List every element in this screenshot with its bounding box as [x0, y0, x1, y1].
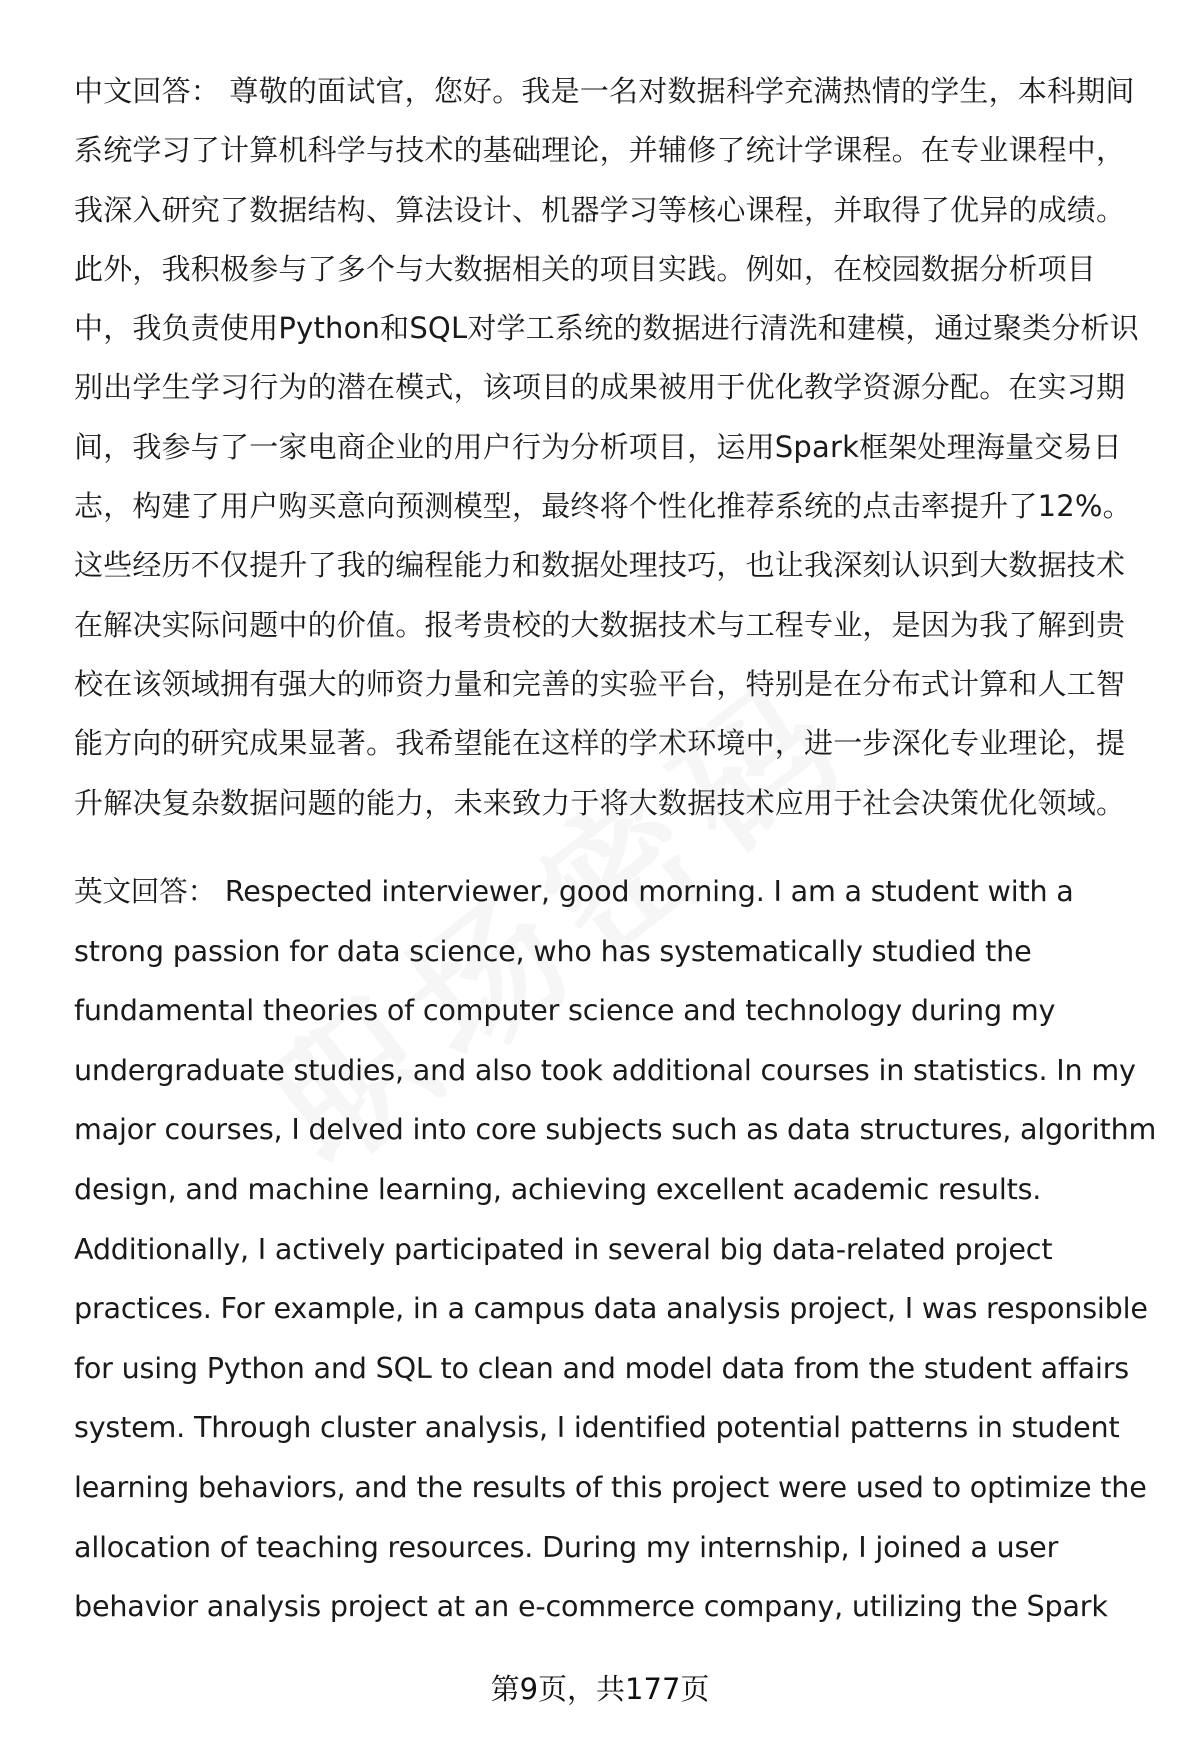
text-line: 校在该领域拥有强大的师资力量和完善的实验平台，特别是在分布式计算和人工智 — [74, 666, 1126, 701]
text-line: for using Python and SQL to clean and model data from the student affairs — [74, 1350, 1129, 1385]
text-line: Additionally, I actively participated in several big data-related project — [74, 1231, 1053, 1266]
page-number-footer: 第9页，共177页 — [490, 1672, 710, 1706]
text-line: 系统学习了计算机科学与技术的基础理论，并辅修了统计学课程。在专业课程中， — [74, 133, 1126, 168]
text-line: learning behaviors, and the results of this project were used to optimize the — [74, 1469, 1147, 1504]
text-line: allocation of teaching resources. During my internship, I joined a user — [74, 1529, 1059, 1564]
chinese-answer-paragraph — [74, 62, 1154, 833]
text-line: 我深入研究了数据结构、算法设计、机器学习等核心课程，并取得了优异的成绩。 — [74, 192, 1126, 227]
text-line: 此外，我积极参与了多个与大数据相关的项目实践。例如，在校园数据分析项目 — [74, 251, 1097, 286]
text-line: 间，我参与了一家电商企业的用户行为分析项目，运用Spark框架处理海量交易日 — [74, 429, 1122, 464]
text-line: 这些经历不仅提升了我的编程能力和数据处理技巧，也让我深刻认识到大数据技术 — [74, 548, 1126, 583]
text-line: 在解决实际问题中的价值。报考贵校的大数据技术与工程专业，是因为我了解到贵 — [74, 607, 1126, 642]
text-line: strong passion for data science, who has systematically studied the — [74, 933, 1032, 968]
text-line: major courses, I delved into core subjects such as data structures, algorithm — [74, 1112, 1157, 1147]
text-line: behavior analysis project at an e-commerce company, utilizing the Spark — [74, 1589, 1108, 1624]
text-line: fundamental theories of computer science and technology during my — [74, 993, 1056, 1028]
text-line: practices. For example, in a campus data analysis project, I was responsible — [74, 1291, 1148, 1326]
text-line: 中，我负责使用Python和SQL对学工系统的数据进行清洗和建模，通过聚类分析识 — [74, 311, 1139, 346]
text-line: 升解决复杂数据问题的能力，未来致力于将大数据技术应用于社会决策优化领域。 — [74, 785, 1126, 820]
text-line: 志，构建了用户购买意向预测模型，最终将个性化推荐系统的点击率提升了12%。 — [74, 489, 1132, 524]
text-line: undergraduate studies, and also took additional courses in statistics. In my — [74, 1052, 1136, 1087]
text-line: system. Through cluster analysis, I identified potential patterns in student — [74, 1410, 1120, 1445]
text-line: design, and machine learning, achieving excellent academic results. — [74, 1171, 1042, 1206]
english-answer-paragraph — [74, 862, 1157, 1637]
text-line: 英文回答： Respected interviewer, good morning. I am a student with a — [74, 874, 1074, 908]
text-line: 中文回答： 尊敬的面试官，您好。我是一名对数据科学充满热情的学生，本科期间 — [74, 74, 1135, 108]
text-line: 别出学生学习行为的潜在模式，该项目的成果被用于优化教学资源分配。在实习期 — [74, 370, 1126, 405]
text-line: 能方向的研究成果显著。我希望能在这样的学术环境中，进一步深化专业理论，提 — [74, 726, 1126, 761]
